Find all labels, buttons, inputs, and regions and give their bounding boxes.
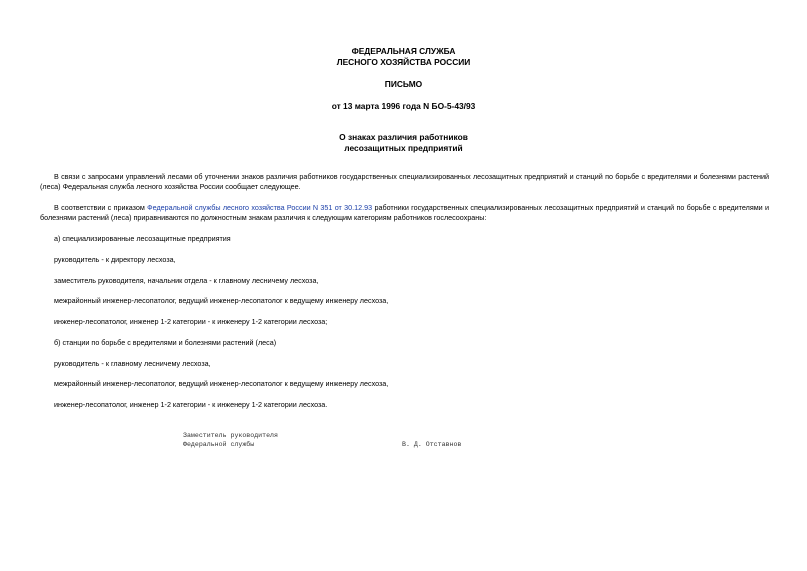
document-subject-line-2: лесозащитных предприятий <box>344 143 463 153</box>
paragraph-2-after-link: работники государственных специализированных лесозащитных предприятий и станций по борьбе с вредителями и болезнями растений (леса) приравниваются по должностным знакам различия к следующим категориям работников гослесоохраны: <box>40 203 769 222</box>
document-subject-line-1: О знаках различия работников <box>339 132 468 142</box>
list-item: межрайонный инженер-лесопатолог, ведущий инженер-лесопатолог к ведущему инженеру лесхоза, <box>54 296 389 305</box>
list-item: заместитель руководителя, начальник отдела - к главному лесничему лесхоза, <box>54 276 319 285</box>
list-item: руководитель - к директору лесхоза, <box>54 255 176 264</box>
signature-position-line-1: Заместитель руководителя <box>183 432 278 439</box>
signature-position-line-2: Федеральной службы <box>183 441 255 448</box>
list-item: инженер-лесопатолог, инженер 1-2 категории - к инженеру 1-2 категории лесхоза; <box>54 317 328 326</box>
list-item: б) станции по борьбе с вредителями и болезнями растений (леса) <box>54 338 277 347</box>
list-item: руководитель - к главному лесничему лесхоза, <box>54 359 211 368</box>
list-item: инженер-лесопатолог, инженер 1-2 категории - к инженеру 1-2 категории лесхоза. <box>54 400 328 409</box>
signature-name: В. Д. Отставнов <box>402 441 462 448</box>
list-item: а) специализированные лесозащитные предприятия <box>54 234 231 243</box>
org-name-line-2: ЛЕСНОГО ХОЗЯЙСТВА РОССИИ <box>336 57 471 67</box>
document-type: ПИСЬМО <box>384 79 423 89</box>
paragraph-2 <box>40 203 769 223</box>
paragraph-2-before-link: В соответствии с приказом <box>54 203 148 212</box>
paragraph-1: В связи с запросами управлений лесами об уточнении знаков различия работников государственных специализированных лесозащитных предприятий и станций по борьбе с вредителями и болезнями растений (леса) Федеральная служба лесного хозяйства России сообщает следующее. <box>40 172 769 191</box>
org-name-line-1: ФЕДЕРАЛЬНАЯ СЛУЖБА <box>351 46 456 56</box>
document-date-number: от 13 марта 1996 года N БО-5-43/93 <box>331 101 476 111</box>
list-item: межрайонный инженер-лесопатолог, ведущий инженер-лесопатолог к ведущему инженеру лесхоза, <box>54 379 389 388</box>
order-link[interactable]: Федеральной службы лесного хозяйства России N 351 от 30.12.93 <box>147 203 373 212</box>
